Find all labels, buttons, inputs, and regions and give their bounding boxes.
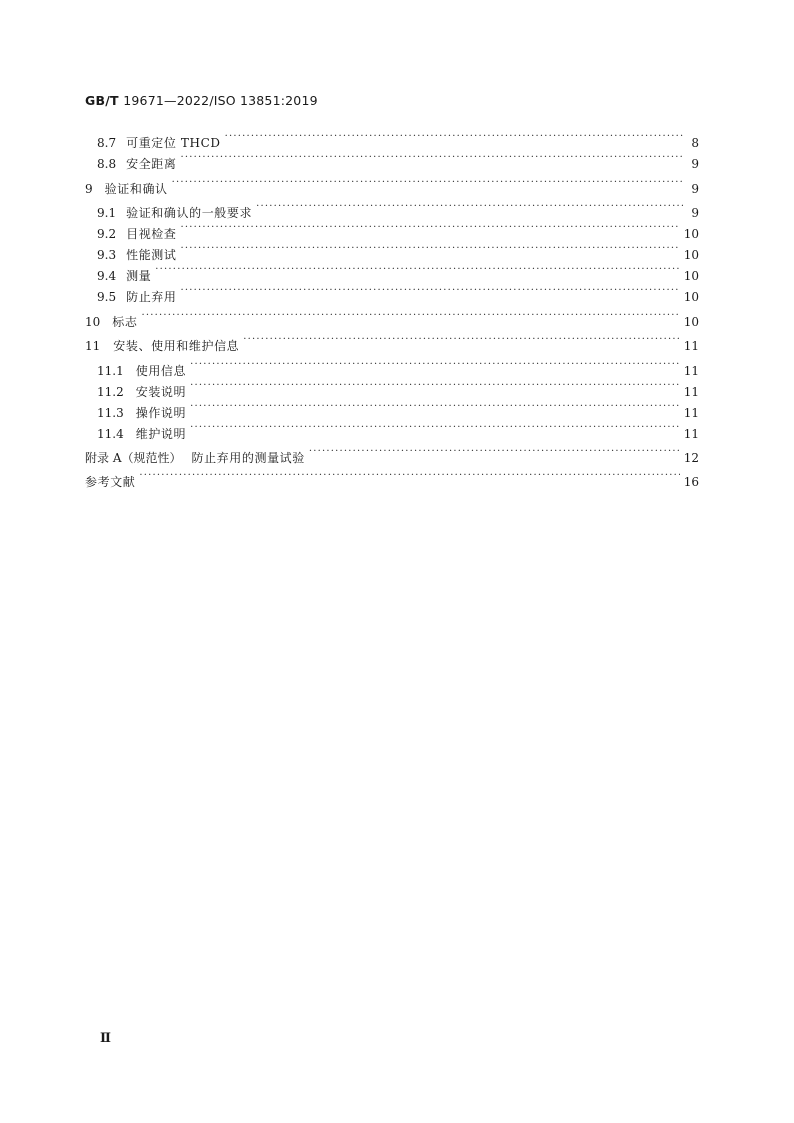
toc-title: 测量 — [126, 269, 152, 283]
toc-entry-8-7[interactable] — [97, 131, 699, 150]
toc-page: 10 — [683, 248, 699, 262]
standard-prefix: GB/T — [85, 93, 119, 108]
toc-number: 8.7 — [97, 136, 117, 150]
toc-title: 目视检查 — [126, 227, 177, 241]
dot-leader — [190, 401, 680, 417]
toc-number: 11.2 — [97, 385, 124, 399]
toc-entry-annex-a[interactable] — [85, 446, 699, 465]
toc-page: 9 — [691, 157, 699, 171]
toc-title: 标志 — [112, 315, 138, 329]
dot-leader — [181, 243, 680, 259]
dot-leader — [172, 177, 683, 193]
dot-leader — [155, 264, 679, 280]
toc-entry-11-4[interactable] — [97, 422, 699, 441]
toc-title: 性能测试 — [126, 248, 177, 262]
toc-page: 11 — [683, 339, 699, 353]
toc-page: 10 — [683, 290, 699, 304]
toc-number: 9.5 — [97, 290, 117, 304]
toc-number: 11.4 — [97, 427, 124, 441]
standard-number: 19671—2022/ISO 13851:2019 — [123, 93, 318, 108]
toc-number: 附录 A（规范性） — [85, 451, 182, 465]
dot-leader — [256, 201, 683, 217]
toc-number: 11 — [85, 339, 101, 353]
toc-number: 9.1 — [97, 206, 117, 220]
toc-page: 10 — [683, 315, 699, 329]
toc-page: 8 — [691, 136, 699, 150]
toc-number: 11.1 — [97, 364, 124, 378]
toc-number: 8.8 — [97, 157, 117, 171]
dot-leader — [190, 422, 680, 438]
toc-page: 10 — [683, 227, 699, 241]
toc-title: 参考文献 — [85, 475, 136, 489]
toc-title: 验证和确认 — [104, 182, 168, 196]
dot-leader — [190, 359, 680, 375]
toc-entry-8-8[interactable] — [97, 152, 699, 171]
dot-leader — [181, 285, 680, 301]
toc-page: 12 — [683, 451, 699, 465]
toc-title: 安装、使用和维护信息 — [113, 339, 240, 353]
dot-leader — [141, 310, 679, 326]
toc-title: 验证和确认的一般要求 — [126, 206, 253, 220]
toc-entry-bibliography[interactable] — [85, 470, 699, 489]
toc-number: 11.3 — [97, 406, 124, 420]
toc-number: 9.4 — [97, 269, 117, 283]
toc-entry-11-3[interactable] — [97, 401, 699, 420]
dot-leader — [139, 470, 679, 486]
document-header — [85, 93, 318, 108]
toc-entry-9-4[interactable] — [97, 264, 699, 283]
toc-number: 9.2 — [97, 227, 117, 241]
toc-page: 16 — [683, 475, 699, 489]
toc-title: 防止弃用 — [126, 290, 177, 304]
toc-title: 操作说明 — [135, 406, 187, 420]
toc-title: 安装说明 — [135, 385, 187, 399]
toc-number: 9 — [85, 182, 93, 196]
toc-page: 11 — [683, 364, 699, 378]
toc-entry-9-3[interactable] — [97, 243, 699, 262]
toc-title: 维护说明 — [135, 427, 187, 441]
dot-leader — [181, 152, 684, 168]
toc-page: 11 — [683, 406, 699, 420]
toc-number: 9.3 — [97, 248, 117, 262]
toc-title: 防止弃用的测量试验 — [191, 451, 305, 465]
toc-entry-9-2[interactable] — [97, 222, 699, 241]
toc-title: 可重定位 THCD — [126, 136, 221, 150]
toc-page: 11 — [683, 427, 699, 441]
toc-title: 使用信息 — [135, 364, 187, 378]
toc-page: 11 — [683, 385, 699, 399]
toc-title: 安全距离 — [126, 157, 177, 171]
dot-leader — [243, 334, 679, 350]
toc-entry-9-5[interactable] — [97, 285, 699, 304]
toc-entry-10[interactable] — [85, 310, 699, 329]
dot-leader — [309, 446, 680, 462]
page-number: Ⅱ — [100, 1031, 111, 1046]
toc-entry-11[interactable] — [85, 334, 699, 353]
dot-leader — [181, 222, 680, 238]
toc-entry-11-1[interactable] — [97, 359, 699, 378]
dot-leader — [225, 131, 683, 147]
toc-entry-9[interactable] — [85, 177, 699, 196]
toc-page: 10 — [683, 269, 699, 283]
toc-entry-9-1[interactable] — [97, 201, 699, 220]
toc-page: 9 — [691, 182, 699, 196]
toc-number: 10 — [85, 315, 101, 329]
toc-entry-11-2[interactable] — [97, 380, 699, 399]
toc-page: 9 — [691, 206, 699, 220]
dot-leader — [190, 380, 680, 396]
